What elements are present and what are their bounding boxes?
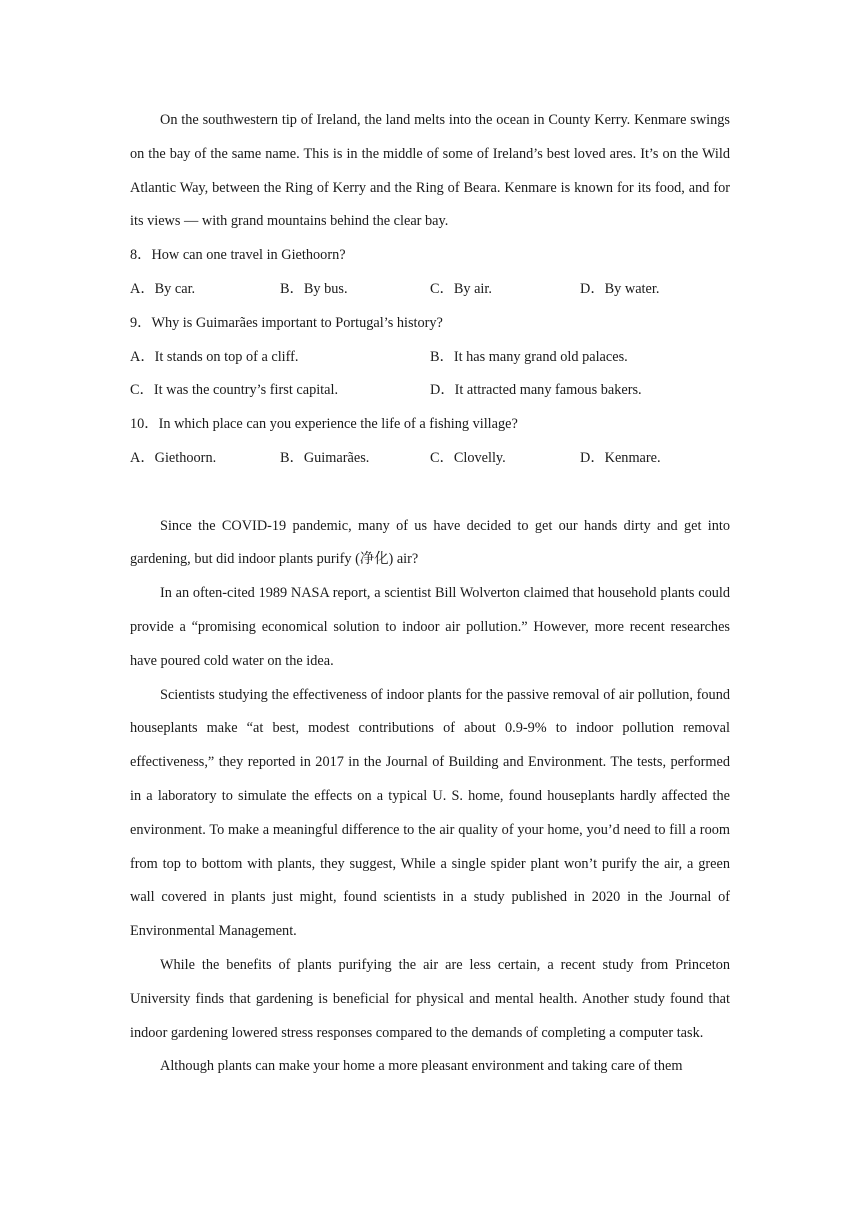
question-9-option-a[interactable]: A．It stands on top of a cliff. <box>130 348 299 365</box>
passage-paragraph: In an often-cited 1989 NASA report, a scientist Bill Wolverton claimed that household plants could provide a “promising economical solution to indoor air pollution.” However, more recent researches have poured cold water on the idea. <box>130 585 730 669</box>
passage-paragraph: Since the COVID-19 pandemic, many of us have decided to get our hands dirty and get into gardening, but did indoor plants purify (净化) air? <box>130 517 730 568</box>
question-10-option-a[interactable]: A．Giethoorn. <box>130 449 217 466</box>
question-8-option-c[interactable]: C．By air. <box>430 280 492 297</box>
question-10-stem: 10．In which place can you experience the life of a fishing village? <box>130 416 518 433</box>
question-9-stem: 9．Why is Guimarães important to Portugal’s history? <box>130 314 443 331</box>
question-8-stem: 8．How can one travel in Giethoorn? <box>130 247 346 264</box>
question-8-option-a[interactable]: A．By car. <box>130 280 196 297</box>
question-8-option-b[interactable]: B．By bus. <box>280 280 348 297</box>
passage-paragraph: While the benefits of plants purifying the air are less certain, a recent study from Princeton University finds that gardening is beneficial for physical and mental health. Another study found that indoor gardening lowered stress responses compared to the demands of completing a computer task. <box>130 956 730 1041</box>
question-10-option-b[interactable]: B．Guimarães. <box>280 449 370 466</box>
passage-paragraph: Scientists studying the effectiveness of indoor plants for the passive removal of air pollution, found houseplants make “at best, modest contributions of about 0.9-9% to indoor pollution removal effectiveness,” they reported in 2017 in the Journal of Building and Environment. The tests, performed in a laboratory to simulate the effects on a typical U. S. home, found houseplants hardly affected the environment. To make a meaningful difference to the air quality of your home, you’d need to fill a room from top to bottom with plants, they suggest, While a single spider plant won’t purify the air, a green wall covered in plants just might, found scientists in a study published in 2020 in the Journal of Environmental Management. <box>130 686 730 940</box>
question-9-option-c[interactable]: C．It was the country’s first capital. <box>130 382 339 399</box>
question-10-options <box>130 442 730 476</box>
question-10-option-d[interactable]: D．Kenmare. <box>580 449 661 466</box>
passage-paragraph: On the southwestern tip of Ireland, the land melts into the ocean in County Kerry. Kenmare swings on the bay of the same name. This is in the middle of some of Ireland’s best loved ares. It’s on the Wild Atlantic Way, between the Ring of Kerry and the Ring of Beara. Kenmare is known for its food, and for its views — with grand mountains behind the clear bay. <box>130 112 730 230</box>
question-9-options <box>130 341 730 409</box>
document-page <box>130 104 730 1084</box>
passage-paragraph: Although plants can make your home a more pleasant environment and taking care of them <box>160 1058 683 1075</box>
section-spacer <box>130 476 730 510</box>
question-8-option-d[interactable]: D．By water. <box>580 280 660 297</box>
question-8-options <box>130 273 730 307</box>
question-9-option-d[interactable]: D．It attracted many famous bakers. <box>430 382 642 399</box>
question-10-option-c[interactable]: C．Clovelly. <box>430 449 506 466</box>
question-9-option-b[interactable]: B．It has many grand old palaces. <box>430 348 628 365</box>
